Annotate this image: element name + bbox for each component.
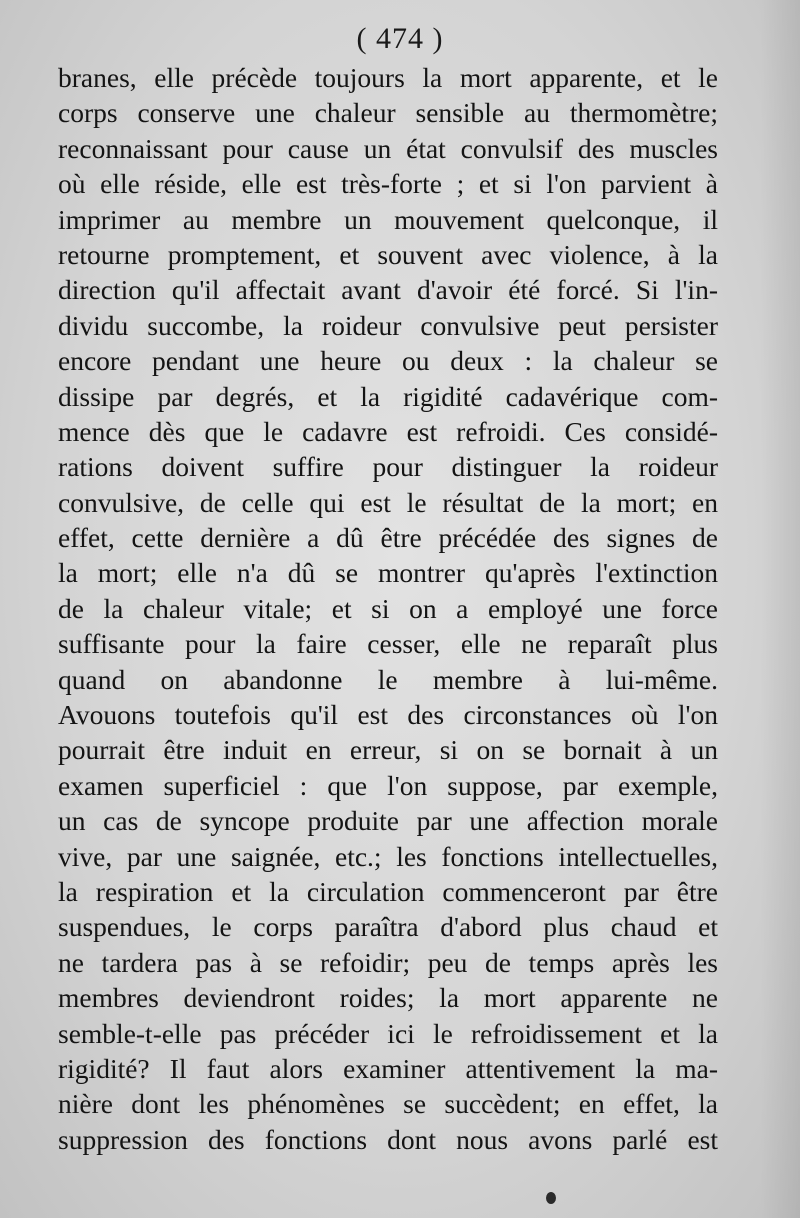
text-line: imprimer au membre un mouvement quelconque, il	[58, 203, 718, 235]
text-line: encore pendant une heure ou deux : la chaleur se	[58, 345, 718, 377]
text-line: direction qu'il affectait avant d'avoir été forcé. Si l'in-	[58, 274, 718, 306]
text-line: corps conserve une chaleur sensible au thermomètre;	[58, 97, 718, 129]
text-line: suppression des fonctions dont nous avons parlé est	[58, 1123, 718, 1155]
text-line: branes, elle précède toujours la mort apparente, et le	[58, 62, 718, 93]
text-line: la respiration et la circulation commenceront par être	[58, 875, 718, 907]
text-line: rations doivent suffire pour distinguer la roideur	[58, 451, 718, 483]
text-line: un cas de syncope produite par une affection morale	[58, 805, 718, 837]
text-line: reconnaissant pour cause un état convulsif des muscles	[58, 132, 718, 164]
text-line: ne tardera pas à se refoidir; peu de temps après les	[58, 946, 718, 978]
text-line: semble-t-elle pas précéder ici le refroidissement et la	[58, 1017, 718, 1049]
body-text	[58, 60, 718, 1157]
text-line: effet, cette dernière a dû être précédée des signes de	[58, 522, 718, 554]
text-line: quand on abandonne le membre à lui-même.	[58, 663, 718, 695]
text-line: Avouons toutefois qu'il est des circonstances où l'on	[58, 699, 718, 731]
text-line: membres deviendront roides; la mort apparente ne	[58, 982, 718, 1014]
text-line: pourrait être induit en erreur, si on se bornait à un	[58, 734, 718, 766]
text-line: où elle réside, elle est très-forte ; et si l'on parvient à	[58, 168, 718, 200]
text-line: dissipe par degrés, et la rigidité cadavérique com-	[58, 380, 718, 412]
text-line: de la chaleur vitale; et si on a employé une force	[58, 592, 718, 624]
text-line: suffisante pour la faire cesser, elle ne reparaît plus	[58, 628, 718, 660]
page-number: ( 474 )	[356, 22, 444, 55]
text-line: convulsive, de celle qui est le résultat de la mort; en	[58, 486, 718, 518]
text-line: dividu succombe, la roideur convulsive peut persister	[58, 309, 718, 341]
text-line: rigidité? Il faut alors examiner attentivement la ma-	[58, 1052, 718, 1084]
page-edge-shadow	[760, 0, 800, 1218]
text-line: la mort; elle n'a dû se montrer qu'après l'extinction	[58, 557, 718, 589]
text-line: examen superficiel : que l'on suppose, par exemple,	[58, 769, 718, 801]
text-line: nière dont les phénomènes se succèdent; en effet, la	[58, 1088, 718, 1120]
text-line: vive, par une saignée, etc.; les fonctions intellectuelles,	[58, 840, 718, 872]
text-line: mence dès que le cadavre est refroidi. Ces considé-	[58, 415, 718, 447]
ink-spot	[546, 1192, 556, 1204]
text-line: retourne promptement, et souvent avec violence, à la	[58, 238, 718, 270]
text-line: suspendues, le corps paraîtra d'abord plus chaud et	[58, 911, 718, 943]
